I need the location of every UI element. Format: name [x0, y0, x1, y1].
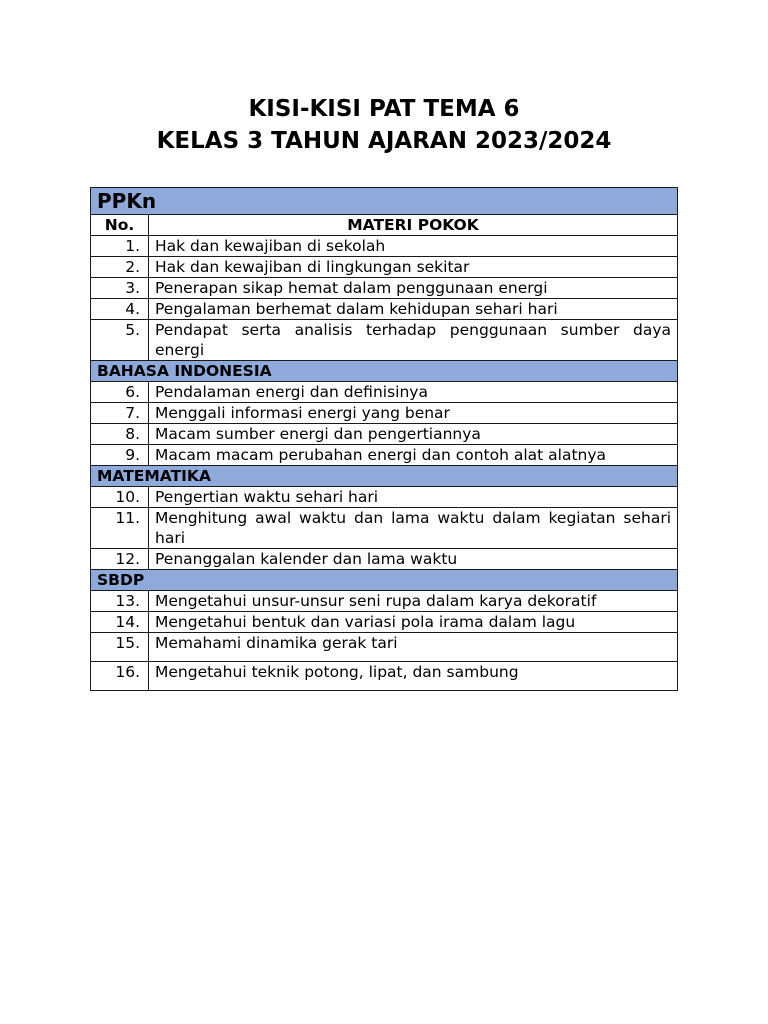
row-materi: Pengertian waktu sehari hari: [149, 487, 678, 508]
row-materi: Macam sumber energi dan pengertiannya: [149, 424, 678, 445]
subject-label: BAHASA INDONESIA: [91, 361, 678, 382]
subject-row-ppkn: [91, 188, 678, 215]
row-materi: Macam macam perubahan energi dan contoh alat alatnya: [149, 445, 678, 466]
table-row: [91, 320, 678, 361]
row-number: 5.: [91, 320, 149, 361]
row-number: 2.: [91, 257, 149, 278]
row-number: 13.: [91, 591, 149, 612]
row-materi: Hak dan kewajiban di lingkungan sekitar: [149, 257, 678, 278]
subject-row-bahasa-indonesia: [91, 361, 678, 382]
table-row: [91, 424, 678, 445]
table-header-row: [91, 215, 678, 236]
row-number: 1.: [91, 236, 149, 257]
table-row: [91, 278, 678, 299]
row-materi: Penerapan sikap hemat dalam penggunaan energi: [149, 278, 678, 299]
subject-row-sbdp: [91, 570, 678, 591]
table-row: [91, 487, 678, 508]
row-number: 15.: [91, 633, 149, 662]
table-row: [91, 508, 678, 549]
subject-label: MATEMATIKA: [91, 466, 678, 487]
row-number: 7.: [91, 403, 149, 424]
header-no: No.: [91, 215, 149, 236]
row-materi: Pengalaman berhemat dalam kehidupan sehari hari: [149, 299, 678, 320]
row-number: 6.: [91, 382, 149, 403]
row-materi: Pendapat serta analisis terhadap penggunaan sumber daya energi: [149, 320, 678, 361]
table-row: [91, 403, 678, 424]
row-materi: Pendalaman energi dan definisinya: [149, 382, 678, 403]
table-row: [91, 591, 678, 612]
title-line-1: KISI-KISI PAT TEMA 6: [248, 96, 520, 122]
row-number: 12.: [91, 549, 149, 570]
row-number: 11.: [91, 508, 149, 549]
row-materi: Hak dan kewajiban di sekolah: [149, 236, 678, 257]
table-row: [91, 549, 678, 570]
table-row: [91, 236, 678, 257]
row-materi: Memahami dinamika gerak tari: [149, 633, 678, 662]
row-materi: Mengetahui bentuk dan variasi pola irama dalam lagu: [149, 612, 678, 633]
table-row: [91, 257, 678, 278]
row-materi: Mengetahui teknik potong, lipat, dan sambung: [149, 662, 678, 691]
row-number: 10.: [91, 487, 149, 508]
row-materi: Menggali informasi energi yang benar: [149, 403, 678, 424]
table-row: [91, 662, 678, 691]
kisi-kisi-table: [90, 187, 678, 691]
row-number: 9.: [91, 445, 149, 466]
row-number: 8.: [91, 424, 149, 445]
row-number: 4.: [91, 299, 149, 320]
subject-label: PPKn: [91, 188, 678, 215]
table-row: [91, 612, 678, 633]
table-row: [91, 445, 678, 466]
subject-label: SBDP: [91, 570, 678, 591]
header-materi: MATERI POKOK: [149, 215, 678, 236]
title-line-2: KELAS 3 TAHUN AJARAN 2023/2024: [156, 128, 612, 154]
document-title: [0, 93, 768, 157]
subject-row-matematika: [91, 466, 678, 487]
row-materi: Mengetahui unsur-unsur seni rupa dalam karya dekoratif: [149, 591, 678, 612]
row-number: 16.: [91, 662, 149, 691]
row-materi: Menghitung awal waktu dan lama waktu dalam kegiatan sehari hari: [149, 508, 678, 549]
table-row: [91, 382, 678, 403]
table-row: [91, 299, 678, 320]
row-number: 14.: [91, 612, 149, 633]
table-row: [91, 633, 678, 662]
row-number: 3.: [91, 278, 149, 299]
row-materi: Penanggalan kalender dan lama waktu: [149, 549, 678, 570]
